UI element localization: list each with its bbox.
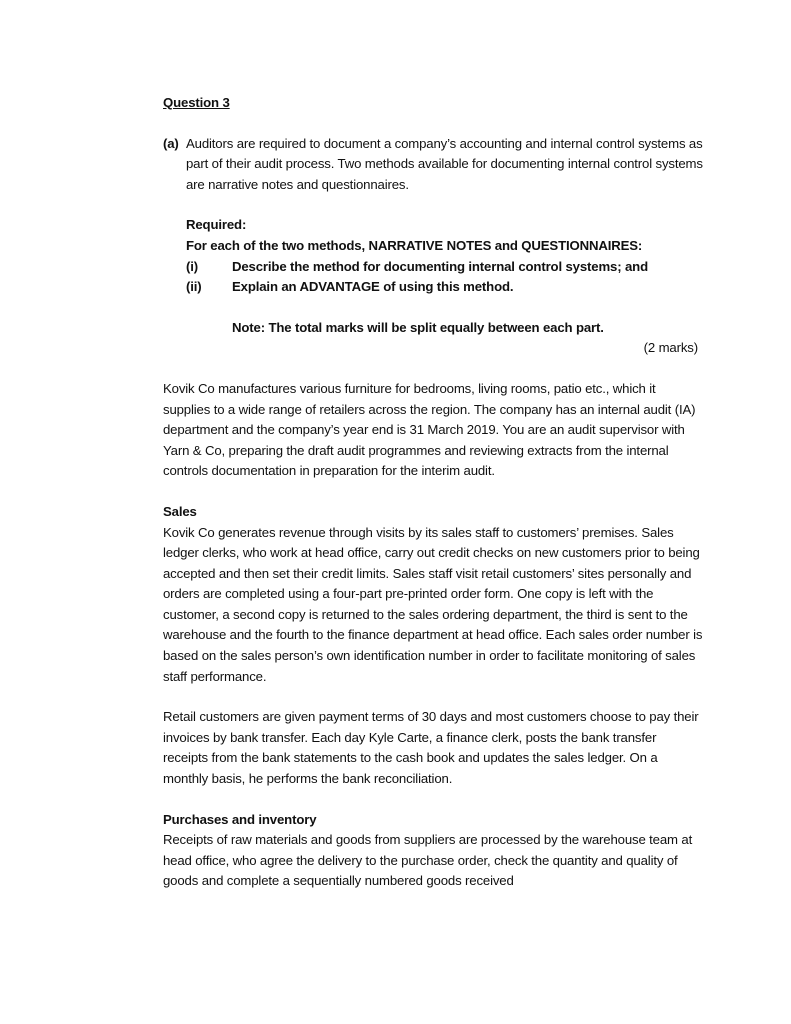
required-text: For each of the two methods, NARRATIVE NOTES and QUESTIONNAIRES: bbox=[186, 237, 643, 253]
part-a bbox=[163, 134, 703, 359]
marks-allocation: (2 marks) bbox=[643, 340, 698, 356]
requirement-number: (i) bbox=[186, 258, 198, 274]
part-a-label: (a) bbox=[163, 135, 179, 151]
purchases-heading: Purchases and inventory bbox=[163, 811, 317, 827]
sales-paragraph-1: Kovik Co generates revenue through visits by its sales staff to customers’ premises. Sales ledger clerks, who work at head office, carry out credit checks on new customers prior to being accepted and then set their credit limits. Sales staff visit retail customers’ sites personally and orders are completed using a four-part pre-printed order form. One copy is left with the customer, a second copy is returned to the sales ordering department, the third is sent to the warehouse and the fourth to the finance department at head office. Each sales order number is based on the sales person’s own identification number in order to facilitate monitoring of sales staff performance. bbox=[163, 524, 703, 684]
purchases-paragraph-1: Receipts of raw materials and goods from suppliers are processed by the warehouse team at head office, who agree the delivery to the purchase order, check the quantity and quality of goods and complete a sequentially numbered goods received bbox=[163, 832, 693, 889]
requirement-text: Explain an ADVANTAGE of using this method. bbox=[232, 279, 514, 295]
requirement-item bbox=[186, 277, 703, 298]
requirement-text: Describe the method for documenting internal control systems; and bbox=[232, 258, 648, 274]
scenario-paragraph: Kovik Co manufactures various furniture for bedrooms, living rooms, patio etc., which it supplies to a wide range of retailers across the region. The company has an internal audit (IA) department and the company’s year end is 31 March 2019. You are an audit supervisor with Yarn & Co, preparing the draft audit programmes and reviewing extracts from the internal controls documentation in preparation for the interim audit. bbox=[163, 380, 696, 479]
marks-note: Note: The total marks will be split equally between each part. bbox=[232, 319, 604, 335]
sales-heading: Sales bbox=[163, 503, 197, 519]
question-content bbox=[163, 93, 703, 892]
requirement-number: (ii) bbox=[186, 279, 202, 295]
sales-paragraph-2: Retail customers are given payment terms of 30 days and most customers choose to pay their invoices by bank transfer. Each day Kyle Carte, a finance clerk, posts the bank transfer receipts from the bank statements to the cash book and updates the sales ledger. On a monthly basis, he performs the bank reconciliation. bbox=[163, 709, 699, 787]
question-title: Question 3 bbox=[163, 95, 230, 110]
requirement-item bbox=[186, 257, 703, 278]
required-label: Required: bbox=[186, 217, 247, 233]
part-a-intro: Auditors are required to document a company’s accounting and internal control systems as part of their audit process. Two methods available for documenting internal control systems are narrative notes and questionnaires. bbox=[186, 135, 703, 192]
